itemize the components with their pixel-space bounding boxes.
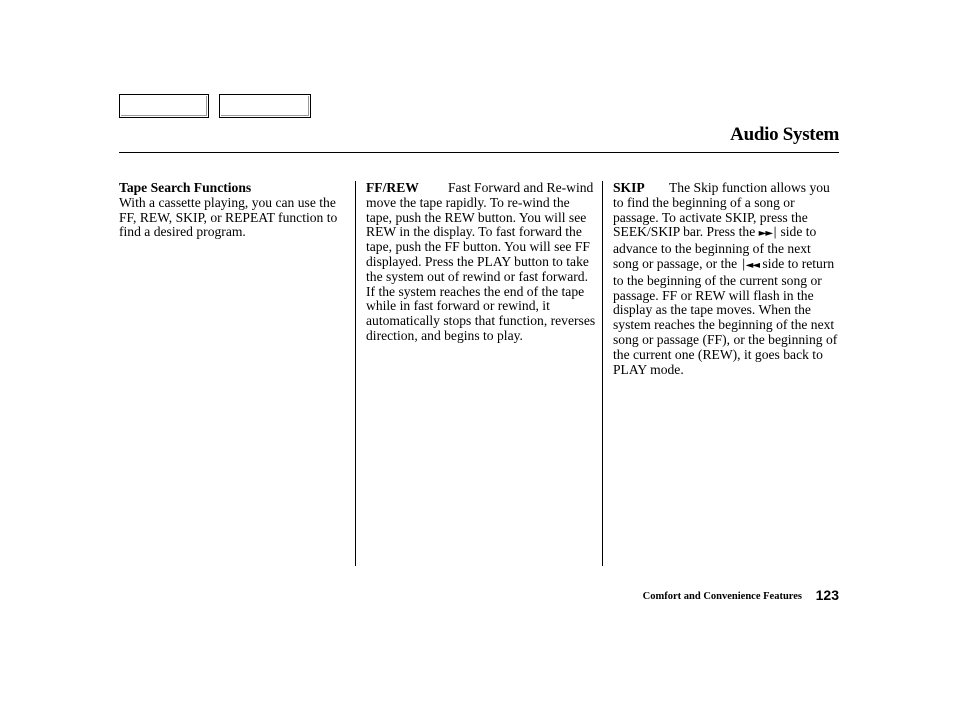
skip-forward-icon: ►►│ xyxy=(758,228,778,240)
footer-section-label: Comfort and Convenience Features xyxy=(642,591,802,602)
page-title: Audio System xyxy=(730,124,839,145)
column-ff-rew xyxy=(366,181,598,344)
column-divider xyxy=(355,181,356,566)
tape-search-heading: Tape Search Functions xyxy=(119,180,252,195)
ff-rew-paragraph xyxy=(366,181,598,344)
column-divider xyxy=(602,181,603,566)
skip-back-icon: │◄◄ xyxy=(740,259,760,271)
skip-body-2: side to advance to the beginning of the next song or passage, or the xyxy=(613,224,817,271)
nav-next-button[interactable] xyxy=(219,94,311,118)
ff-rew-body: Fast Forward and Re-wind move the tape rapidly. To re-wind the tape, push the REW button. You will see REW in the display. To fast forward the tape, push the FF button. You will see FF displayed. Press the PLAY button to take the system out of rewind or fast forward. If the system reaches the end of the tape while in fast forward or rewind, it automatically stops that function, reverses direction, and begins to play. xyxy=(366,180,596,343)
header-rule xyxy=(119,152,839,153)
skip-body-1: The Skip function allows you to find the beginning of a song or passage. To activate SKIP, press the SEEK/SKIP bar. Press the xyxy=(613,180,830,240)
tape-search-body: With a cassette playing, you can use the FF, REW, SKIP, or REPEAT function to find a desired program. xyxy=(119,194,338,240)
nav-prev-button[interactable] xyxy=(119,94,209,118)
skip-heading: SKIP xyxy=(613,180,645,195)
skip-body-3: side to return to the beginning of the current song or passage. FF or REW will flash in the display as the tape moves. When the system reaches the beginning of the next song or passage (FF), or the beginning of the current one (REW), it goes back to PLAY mode. xyxy=(613,255,838,377)
column-tape-search xyxy=(119,181,344,240)
skip-paragraph xyxy=(613,181,839,377)
ff-rew-heading: FF/REW xyxy=(366,180,419,195)
page-number: 123 xyxy=(815,587,839,603)
column-skip xyxy=(613,181,839,377)
